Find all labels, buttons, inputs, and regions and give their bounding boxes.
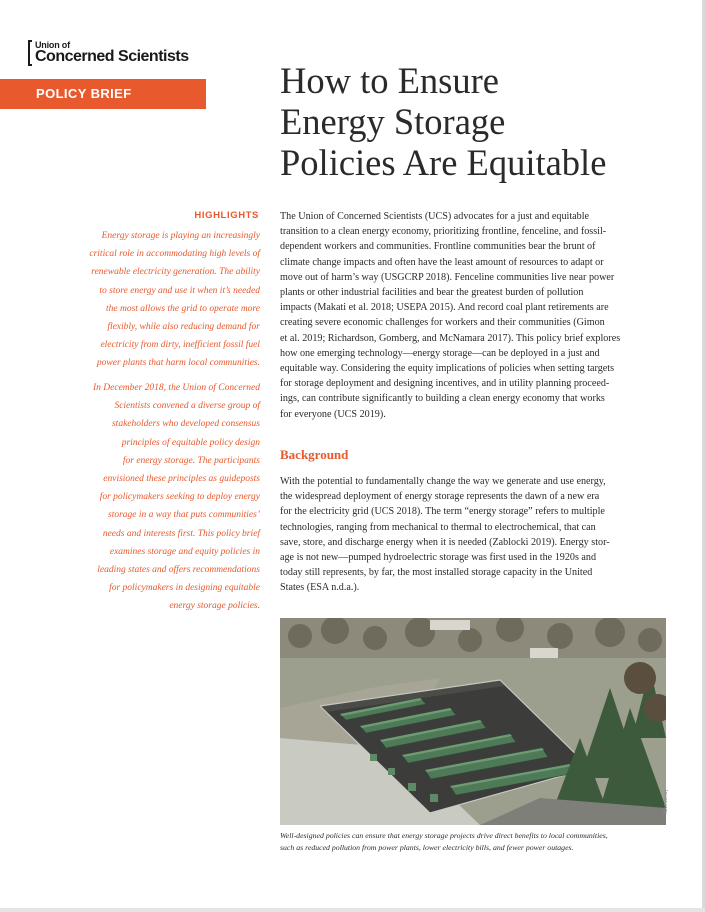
highlight-line: examines storage and equity policies in — [109, 546, 260, 557]
background-line: States (ESA n.d.a.). — [280, 582, 360, 594]
background-line: age is not new—pumped hydroelectric storage was first used in the 1920s and — [280, 552, 597, 564]
intro-line: for storage deployment and designing incentives, and in utility planning proceed- — [280, 378, 610, 390]
energy-storage-facility-photo — [280, 618, 666, 825]
highlight-line: the most allows the grid to operate more — [105, 303, 260, 314]
highlight-line: Energy storage is playing an increasingly — [101, 231, 260, 241]
highlights-paragraph-1 — [58, 227, 260, 373]
background-line: the widespread deployment of energy storage represents the dawn of a new era — [280, 491, 600, 503]
highlight-line: power plants that harm local communities. — [96, 358, 260, 369]
intro-line: transition to a clean energy economy, prioritizing frontline, fenceline, and fossil- — [280, 226, 607, 238]
intro-line: ings, can contribute significantly to building a clean energy economy that works — [280, 393, 605, 405]
intro-line: move out of harm’s way (USGCRP 2018). Fenceline communities live near power — [280, 271, 615, 283]
background-line: for the electricity grid (UCS 2018). The term “energy storage” refers to multiple — [280, 506, 605, 518]
title-line: Energy Storage — [280, 101, 506, 142]
highlight-line: for policymakers in designing equitable — [109, 583, 260, 594]
highlight-line: to store energy and use it when it’s needed — [99, 285, 260, 296]
highlights-heading: HIGHLIGHTS — [194, 210, 259, 221]
intro-line: dependent workers and communities. Frontline communities bear the brunt of — [280, 241, 596, 253]
highlight-line: needs and interests first. This policy brief — [102, 528, 260, 539]
intro-line: equitable way. Considering the equity implications of policies when setting targets — [280, 363, 615, 375]
highlight-line: for policymakers seeking to deploy energy — [99, 492, 260, 503]
photo-credit: Invenergy — [662, 790, 668, 815]
policy-brief-label: POLICY BRIEF — [36, 86, 132, 101]
background-line: With the potential to fundamentally change the way we generate and use energy, — [280, 476, 606, 487]
background-line: technologies, ranging from mechanical to thermal to electrochemical, that can — [280, 521, 596, 533]
highlight-line: leading states and offers recommendations — [97, 565, 260, 576]
background-line: today still represents, by far, the most installed storage capacity in the United — [280, 567, 593, 579]
intro-line: creating severe economic challenges for workers and their communities (Gimon — [280, 317, 605, 329]
intro-line: climate change impacts and often have the least amount of resources to adapt or — [280, 256, 604, 268]
highlight-line: renewable electricity generation. The ability — [91, 267, 260, 278]
policy-brief-banner — [0, 79, 206, 109]
title-line: How to Ensure — [280, 60, 499, 101]
aerial-photo-illustration — [280, 618, 666, 825]
highlight-line: electricity from dirty, inefficient fossil fuel — [100, 340, 260, 351]
background-line: save, store, and discharge energy when it is needed (Zablocki 2019). Energy stor- — [280, 536, 610, 548]
logo-bracket — [28, 40, 32, 66]
intro-line: et al. 2019; Richardson, Gomberg, and McNamara 2017). This policy brief explores — [280, 332, 621, 344]
intro-line: how one emerging technology—energy storage—can be deployed in a just and — [280, 347, 600, 359]
intro-paragraph — [280, 209, 662, 422]
highlight-line: Scientists convened a diverse group of — [114, 401, 260, 412]
logo-line-2: Concerned Scientists — [35, 48, 189, 65]
caption-line: such as reduced pollution from power plants, lower electricity bills, and fewer power outages. — [280, 842, 574, 852]
intro-line: plants or other industrial facilities and bear the greatest burden of pollution — [280, 287, 584, 299]
logo-line-1: Union of — [35, 40, 70, 50]
photo-caption — [280, 830, 666, 853]
intro-line: impacts (Makati et al. 2018; USEPA 2015). And record coal plant retirements are — [280, 302, 609, 314]
highlight-line: envisioned these principles as guideposts — [103, 474, 260, 485]
highlight-line: stakeholders who developed consensus — [111, 419, 260, 430]
highlight-line: energy storage policies. — [169, 601, 260, 612]
highlight-line: critical role in accommodating high levels of — [89, 249, 260, 260]
intro-line: for everyone (UCS 2019). — [280, 408, 386, 420]
highlights-paragraph-2 — [58, 379, 260, 616]
highlight-line: principles of equitable policy design — [121, 437, 260, 448]
highlight-line: for energy storage. The participants — [122, 455, 260, 466]
page-bottom-edge — [0, 908, 705, 912]
highlight-line: storage in a way that puts communities’ — [108, 510, 260, 521]
caption-line: Well-designed policies can ensure that energy storage projects drive direct benefits to local communities, — [280, 831, 608, 840]
title-line: Policies Are Equitable — [280, 142, 607, 183]
background-paragraph — [280, 474, 662, 596]
page-title — [280, 60, 680, 183]
highlight-line: flexibly, while also reducing demand for — [107, 322, 260, 333]
highlight-line: In December 2018, the Union of Concerned — [92, 383, 260, 393]
background-heading: Background — [280, 447, 349, 462]
intro-line: The Union of Concerned Scientists (UCS) advocates for a just and equitable — [280, 211, 590, 222]
